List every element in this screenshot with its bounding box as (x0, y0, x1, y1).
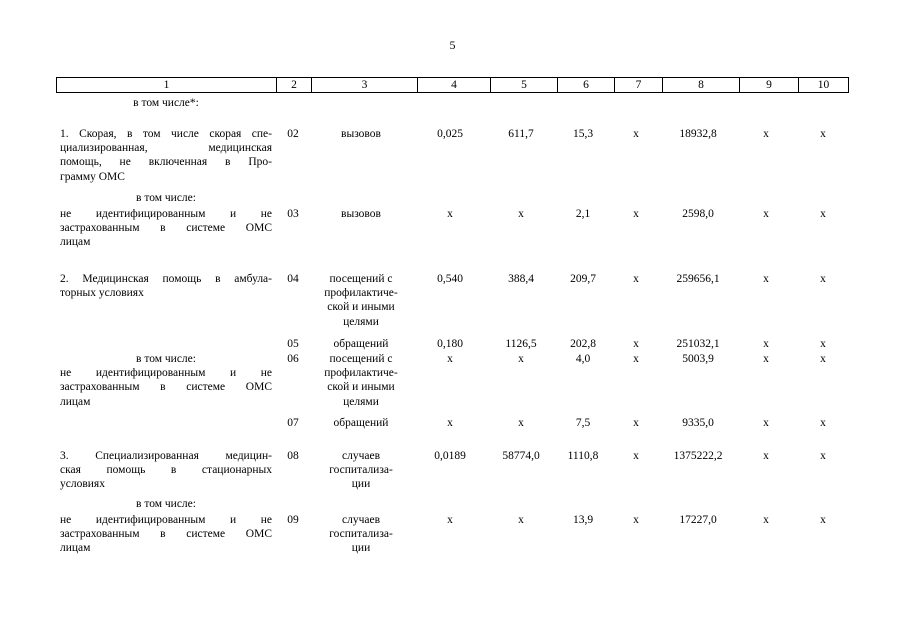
row-unit-line: ции (351, 542, 371, 555)
row-per-capita: 2,1 (575, 208, 591, 220)
row-col-7: х (633, 273, 639, 285)
row-col-9: х (763, 353, 769, 365)
row-col-10: х (820, 353, 826, 365)
column-header-2: 2 (277, 78, 312, 93)
row-name-line: 3. Специализированная медицин- (60, 450, 272, 462)
row-unit-line: посещений с (329, 273, 393, 285)
row-name-line: лицам (60, 542, 91, 555)
row-unit (313, 337, 409, 351)
row-per-capita: 4,0 (575, 353, 591, 365)
row-name-line: в том числе*: (133, 97, 199, 109)
column-header-1: 1 (57, 78, 277, 93)
row-per-capita: 7,5 (575, 417, 591, 429)
row-unit (313, 127, 409, 141)
row-name-line: не идентифицированным и не (60, 367, 272, 380)
column-header-6: 6 (558, 78, 615, 93)
row-norm-value: х (447, 514, 453, 526)
row-norm-value: х (447, 417, 453, 429)
row-name-line: лицам (60, 236, 91, 249)
row-col-9: х (763, 450, 769, 462)
row-total-sum: 9335,0 (682, 417, 714, 429)
row-col-9: х (763, 128, 769, 140)
row-col-9: х (763, 208, 769, 220)
row-col-7: х (633, 208, 639, 220)
row-name-line: 1. Скорая, в том числе скорая спе- (60, 128, 272, 140)
row-name-line: не идентифицированным и не (60, 208, 272, 220)
row-name-line: в том числе: (136, 498, 196, 510)
row-unit (313, 207, 409, 221)
row-code: 08 (287, 450, 299, 462)
row-cost-per-unit: х (518, 353, 524, 365)
row-norm-value: х (447, 353, 453, 365)
row-per-capita: 15,3 (572, 128, 594, 140)
row-col-7: х (633, 450, 639, 462)
row-unit (313, 416, 409, 430)
row-col-10: х (820, 338, 826, 350)
row-code: 07 (287, 417, 299, 429)
row-code: 05 (287, 338, 299, 350)
row-name-line: в том числе: (136, 192, 196, 204)
row-name (60, 96, 272, 110)
row-norm-value: 0,540 (437, 273, 463, 285)
row-name-line: застрахованным в системе ОМС (60, 222, 272, 235)
row-col-10: х (820, 417, 826, 429)
row-name-line: торных условиях (60, 287, 144, 300)
row-name-line: циализированная, медицинская (60, 142, 272, 155)
row-name (60, 272, 272, 300)
row-name (60, 497, 272, 511)
row-name-line: не идентифицированным и не (60, 514, 272, 526)
row-name-line: условиях (60, 478, 105, 491)
column-header-10: 10 (799, 78, 849, 93)
row-col-10: х (820, 128, 826, 140)
row-name (60, 127, 272, 184)
row-cost-per-unit: х (518, 208, 524, 220)
row-unit-line: посещений с (329, 353, 393, 365)
row-code: 03 (287, 208, 299, 220)
row-unit-line: вызовов (341, 208, 381, 220)
column-header-5: 5 (491, 78, 558, 93)
row-cost-per-unit: х (518, 514, 524, 526)
row-per-capita: 209,7 (570, 273, 596, 285)
row-name-line: помощь, не включенная в Про- (60, 156, 272, 169)
row-unit-line: обращений (333, 338, 389, 350)
row-col-7: х (633, 353, 639, 365)
row-cost-per-unit: 1126,5 (505, 338, 537, 350)
row-total-sum: 1375222,2 (673, 450, 723, 462)
row-name-line: в том числе: (136, 353, 196, 365)
row-col-9: х (763, 417, 769, 429)
row-total-sum: 17227,0 (679, 514, 717, 526)
row-cost-per-unit: 388,4 (508, 273, 534, 285)
row-total-sum: 2598,0 (682, 208, 714, 220)
row-cost-per-unit: 58774,0 (502, 450, 540, 462)
page-number: 5 (449, 38, 456, 52)
column-header-9: 9 (740, 78, 799, 93)
row-per-capita: 1110,8 (567, 450, 599, 462)
row-unit-line: случаев (341, 450, 380, 462)
row-name-line: лицам (60, 395, 91, 408)
row-col-7: х (633, 128, 639, 140)
row-unit (313, 352, 409, 409)
row-unit (313, 272, 409, 329)
row-col-10: х (820, 208, 826, 220)
row-name (60, 352, 272, 409)
column-header-row (57, 78, 849, 93)
row-per-capita: 13,9 (572, 514, 594, 526)
row-code: 02 (287, 128, 299, 140)
row-unit-line: госпитализа- (329, 464, 393, 477)
row-unit-line: ции (351, 478, 371, 491)
row-cost-per-unit: х (518, 417, 524, 429)
row-total-sum: 18932,8 (679, 128, 717, 140)
row-col-7: х (633, 514, 639, 526)
column-header-table (56, 77, 849, 93)
row-unit-line: ской и иными (327, 301, 395, 314)
row-col-10: х (820, 514, 826, 526)
row-name-line: 2. Медицинская помощь в амбула- (60, 273, 272, 285)
column-header-8: 8 (663, 78, 740, 93)
row-code: 04 (287, 273, 299, 285)
row-col-7: х (633, 338, 639, 350)
row-name-line: ская помощь в стационарных (60, 464, 272, 477)
row-code: 09 (287, 514, 299, 526)
row-unit-line: ской и иными (327, 381, 395, 394)
row-unit-line: профилактиче- (324, 367, 398, 380)
row-name-line: застрахованным в системе ОМС (60, 381, 272, 394)
row-total-sum: 251032,1 (676, 338, 720, 350)
row-col-9: х (763, 514, 769, 526)
row-col-7: х (633, 417, 639, 429)
row-name-line: грамму ОМС (60, 170, 125, 183)
row-unit-line: обращений (333, 417, 389, 429)
row-col-10: х (820, 273, 826, 285)
row-unit (313, 513, 409, 556)
row-total-sum: 5003,9 (682, 353, 714, 365)
row-unit-line: целями (343, 315, 379, 328)
row-unit-line: вызовов (341, 128, 381, 140)
row-norm-value: х (447, 208, 453, 220)
row-unit-line: случаев (341, 514, 380, 526)
row-total-sum: 259656,1 (676, 273, 720, 285)
row-name (60, 191, 272, 205)
row-name-line: застрахованным в системе ОМС (60, 528, 272, 541)
row-norm-value: 0,180 (437, 338, 463, 350)
row-norm-value: 0,0189 (434, 450, 466, 462)
row-col-10: х (820, 450, 826, 462)
row-unit-line: профилактиче- (324, 287, 398, 300)
row-cost-per-unit: 611,7 (508, 128, 534, 140)
row-col-9: х (763, 273, 769, 285)
column-header-7: 7 (615, 78, 663, 93)
row-name (60, 449, 272, 492)
row-name (60, 513, 272, 556)
row-per-capita: 202,8 (570, 338, 596, 350)
row-code: 06 (287, 353, 299, 365)
column-header-4: 4 (418, 78, 491, 93)
row-unit-line: госпитализа- (329, 528, 393, 541)
row-norm-value: 0,025 (437, 128, 463, 140)
row-unit-line: целями (343, 395, 379, 408)
row-unit (313, 449, 409, 492)
column-header-3: 3 (312, 78, 418, 93)
row-col-9: х (763, 338, 769, 350)
row-name (60, 207, 272, 250)
